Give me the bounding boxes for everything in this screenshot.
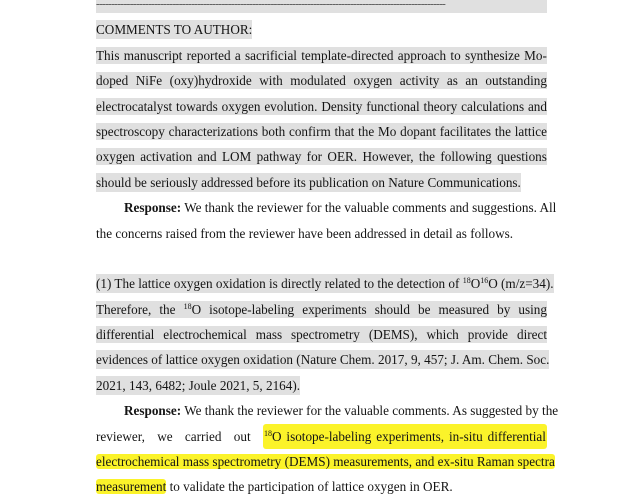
word: should [374, 301, 410, 317]
word: the [494, 123, 511, 139]
word: doped [96, 73, 129, 89]
word: questions [497, 149, 547, 165]
comment-intro-line-3 [96, 94, 547, 119]
word: reviewer, [96, 428, 145, 444]
word: modulated [290, 73, 346, 89]
word: an [465, 73, 478, 89]
superscript: 18 [462, 276, 471, 286]
word: Mo- [524, 47, 547, 63]
comment-intro-line-6 [96, 170, 547, 195]
response-1-line-1 [96, 195, 557, 220]
word: NiFe [135, 73, 163, 89]
word: the [159, 301, 176, 317]
response-2-line-1 [96, 398, 559, 423]
word: we [157, 428, 173, 444]
word: both [261, 123, 286, 139]
reviewer-response-document [96, 0, 559, 500]
text-segment: O [470, 276, 481, 292]
separator-line [96, 0, 547, 17]
separator-text: ------------------------------------------------------------------------------------------------------------------ [96, 0, 446, 10]
word: Density [321, 98, 363, 114]
response-2-line-2 [96, 424, 547, 449]
word: dopant [400, 123, 436, 139]
word-18O [264, 424, 282, 449]
word: characterizations [168, 123, 258, 139]
comment-intro-line-4 [96, 119, 547, 144]
word: and [197, 149, 217, 165]
question-1-line-4 [96, 347, 550, 372]
superscript: 16 [480, 276, 489, 286]
word: oxygen [353, 73, 393, 89]
word: activity [399, 73, 440, 89]
word: using [518, 301, 547, 317]
section-heading-line [96, 17, 547, 42]
word: be [418, 301, 431, 317]
word: which [426, 327, 459, 343]
word: experiments [302, 301, 367, 317]
word: by [497, 301, 511, 317]
word: with [259, 73, 283, 89]
blank-line [96, 246, 547, 271]
word: a [234, 47, 241, 63]
word: carried [184, 428, 222, 444]
word: spectrometry [291, 327, 360, 343]
response-2-line-4 [96, 474, 547, 499]
word: the [358, 123, 375, 139]
word: activation [140, 149, 193, 165]
response-2-text-end: to validate the participation of lattice oxygen in OER. [166, 479, 453, 495]
word: electrochemical [163, 327, 247, 343]
word: differential [487, 428, 546, 444]
word: Mo [377, 123, 397, 139]
text-segment: O (m/z=34). [488, 276, 554, 292]
word: lattice [514, 123, 547, 139]
word: approach [397, 47, 447, 63]
word: isotope-labeling [286, 428, 372, 444]
word: synthesize [464, 47, 520, 63]
question-1-line-3 [96, 322, 547, 347]
question-1-line-5-text: 2021, 143, 6482; Joule 2021, 5, 2164). [96, 377, 301, 393]
highlighted-phrase [263, 424, 547, 449]
word: direct [516, 327, 547, 343]
comment-intro-line-1 [96, 43, 547, 68]
question-1-line-1 [96, 271, 554, 296]
word: for [306, 149, 323, 165]
word: oxygen [221, 98, 261, 114]
question-1-line-1-text [96, 274, 554, 293]
comment-intro-last-line: should be seriously addressed before its publication on Nature Communications. [96, 174, 521, 190]
response-2-text: We thank the reviewer for the valuable comments. As suggested by the [184, 403, 559, 419]
word: electrocatalyst [96, 98, 173, 114]
word: (oxy)hydroxide [169, 73, 252, 89]
word: confirm [288, 123, 331, 139]
question-1-line-5 [96, 373, 547, 398]
word: outstanding [485, 73, 547, 89]
word: LOM [221, 149, 252, 165]
word: manuscript [123, 47, 183, 63]
response-1-text-cont: the concerns raised from the reviewer have been addressed in detail as follows. [96, 225, 514, 241]
text-segment: O [191, 301, 202, 317]
word: isotope-labeling [209, 301, 295, 317]
word: functional [366, 98, 420, 114]
question-1-line-4-text: evidences of lattice oxygen oxidation (Nature Chem. 2017, 9, 457; J. Am. Chem. Soc. [96, 352, 550, 368]
word: and [527, 98, 547, 114]
word: out [233, 428, 251, 444]
word: towards [176, 98, 218, 114]
word: This [96, 47, 120, 63]
word: (DEMS), [368, 327, 418, 343]
response-label: Response: [124, 403, 182, 419]
comment-intro-line-5 [96, 144, 547, 169]
word: evolution. [264, 98, 318, 114]
word: However, [362, 149, 414, 165]
response-1-line-2 [96, 221, 547, 246]
word: theory [423, 98, 458, 114]
word: template-directed [301, 47, 394, 63]
word: pathway [256, 149, 302, 165]
word: oxygen [96, 149, 135, 165]
response-2-line-3 [96, 449, 555, 474]
word: facilitates [439, 123, 492, 139]
highlighted-phrase: measurement [96, 479, 167, 495]
superscript: 18 [183, 301, 192, 311]
word: in-situ [448, 428, 483, 444]
word: that [334, 123, 355, 139]
word: to [450, 47, 461, 63]
section-heading: COMMENTS TO AUTHOR: [96, 22, 253, 38]
word: measured [438, 301, 490, 317]
response-1-text: We thank the reviewer for the valuable comments and suggestions. All [184, 200, 557, 216]
text-segment: O [271, 428, 282, 444]
highlighted-phrase: electrochemical mass spectrometry (DEMS) measurements, and ex-situ Raman spectra [96, 454, 555, 470]
word: calculations [461, 98, 525, 114]
word: reported [186, 47, 231, 63]
word: spectroscopy [96, 123, 165, 139]
word: OER. [327, 149, 358, 165]
word: sacrificial [244, 47, 297, 63]
word: mass [255, 327, 283, 343]
word: experiments, [376, 428, 445, 444]
word: the [418, 149, 436, 165]
comment-intro-line-2 [96, 68, 547, 93]
superscript: 18 [263, 428, 272, 438]
text-segment: (1) The lattice oxygen oxidation is directly related to the detection of [96, 276, 463, 292]
response-label: Response: [124, 200, 182, 216]
word: differential [96, 327, 155, 343]
word: provide [467, 327, 509, 343]
word: Therefore, [96, 301, 152, 317]
word-18O [184, 297, 202, 322]
word: as [446, 73, 458, 89]
word: following [440, 149, 492, 165]
question-1-line-2 [96, 297, 547, 322]
